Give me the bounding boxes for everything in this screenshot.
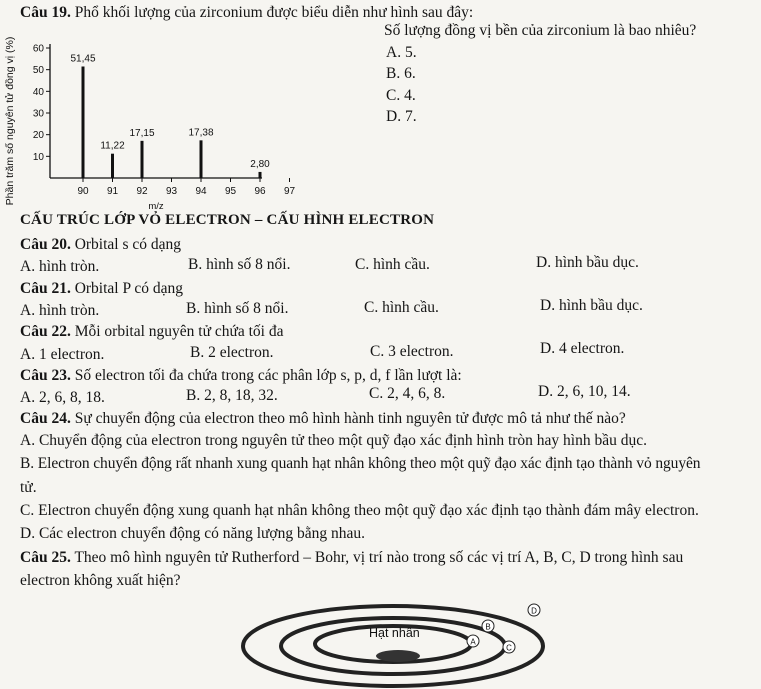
q23-option-d: D. 2, 6, 10, 14. bbox=[538, 383, 631, 400]
y-tick-label: 40 bbox=[32, 86, 44, 98]
q20-option-b: B. hình số 8 nổi. bbox=[188, 256, 291, 273]
q22-number: Câu 22. bbox=[20, 323, 71, 340]
y-tick-label: 30 bbox=[32, 108, 44, 120]
q20-number: Câu 20. bbox=[20, 236, 71, 253]
point-b-label: B bbox=[485, 622, 491, 632]
q22-option-d: D. 4 electron. bbox=[540, 340, 625, 357]
q19-number: Câu 19. bbox=[20, 4, 71, 21]
q21-text: Orbital P có dạng bbox=[74, 280, 184, 297]
q19-text: Phổ khối lượng của zirconium được biểu diễn như hình sau đây: bbox=[74, 4, 474, 21]
y-tick-label: 60 bbox=[32, 43, 44, 55]
q22-stem bbox=[20, 323, 284, 341]
q25-stem bbox=[20, 549, 683, 567]
point-a-label: A bbox=[470, 637, 476, 647]
bar-value-label: 17,15 bbox=[129, 127, 155, 139]
q25-text: Theo mô hình nguyên tử Rutherford – Bohr, vị trí nào trong số các vị trí A, B, C, D trong hình sau bbox=[74, 549, 684, 566]
x-tick-label: 93 bbox=[165, 186, 178, 197]
q21-number: Câu 21. bbox=[20, 280, 71, 297]
y-tick-label: 20 bbox=[32, 130, 44, 142]
q23-option-b: B. 2, 8, 18, 32. bbox=[186, 387, 278, 404]
y-tick-label: 50 bbox=[32, 65, 44, 77]
q24-option-b: B. Electron chuyển động rất nhanh xung quanh hạt nhân không theo một quỹ đạo xác định tạo thành vỏ nguyên bbox=[20, 455, 701, 472]
q23-option-c: C. 2, 4, 6, 8. bbox=[369, 385, 446, 402]
q23-text: Số electron tối đa chứa trong các phân lớp s, p, d, f lần lượt là: bbox=[74, 367, 462, 384]
q24-option-c: C. Electron chuyển động xung quanh hạt nhân không theo một quỹ đạo xác định tạo thành đám mây electron. bbox=[20, 502, 699, 519]
x-tick-label: 97 bbox=[283, 186, 296, 197]
q20-stem bbox=[20, 236, 181, 254]
q23-number: Câu 23. bbox=[20, 367, 71, 384]
q20-option-a: A. hình tròn. bbox=[20, 258, 100, 275]
bar-value-label: 2,80 bbox=[250, 158, 270, 170]
q22-text: Mỗi orbital nguyên tử chứa tối đa bbox=[74, 323, 284, 340]
q19-option-d: D. 7. bbox=[386, 108, 417, 125]
q20-text: Orbital s có dạng bbox=[74, 236, 182, 253]
y-tick-label: 10 bbox=[32, 151, 44, 163]
q23-stem bbox=[20, 367, 462, 385]
bar-value-label: 17,38 bbox=[188, 127, 214, 139]
y-axis-title: Phần trăm số nguyên tử đồng vị (%) bbox=[4, 36, 16, 206]
q21-option-a: A. hình tròn. bbox=[20, 302, 100, 319]
q21-option-b: B. hình số 8 nổi. bbox=[186, 300, 289, 317]
x-tick-label: 94 bbox=[195, 186, 207, 197]
q21-option-d: D. hình bầu dục. bbox=[540, 297, 643, 314]
x-tick-label: 92 bbox=[136, 186, 148, 197]
nucleus-label: Hạt nhân bbox=[369, 626, 420, 640]
x-tick-label: 91 bbox=[106, 186, 119, 197]
q24-text: Sự chuyển động của electron theo mô hình hành tinh nguyên tử được mô tả như thế nào? bbox=[74, 410, 626, 427]
section-title: CẤU TRÚC LỚP VỎ ELECTRON – CẤU HÌNH ELECTRON bbox=[20, 212, 435, 228]
nucleus bbox=[376, 650, 420, 662]
q22-option-c: C. 3 electron. bbox=[370, 343, 454, 360]
point-d-label: D bbox=[531, 606, 537, 616]
q19-stem bbox=[20, 4, 473, 22]
q19-question: Số lượng đồng vị bền của zirconium là bao nhiêu? bbox=[384, 22, 697, 39]
x-tick-label: 90 bbox=[77, 186, 89, 197]
x-tick-label: 95 bbox=[224, 186, 237, 197]
q23-option-a: A. 2, 6, 8, 18. bbox=[20, 389, 105, 406]
q25-stem-cont: electron không xuất hiện? bbox=[20, 572, 181, 589]
q19-option-c: C. 4. bbox=[386, 87, 416, 104]
q21-stem bbox=[20, 280, 183, 298]
q24-option-d: D. Các electron chuyển động có năng lượng bằng nhau. bbox=[20, 525, 366, 542]
q24-option-a: A. Chuyển động của electron trong nguyên tử theo một quỹ đạo xác định hình tròn hay hình bầu dục. bbox=[20, 432, 647, 449]
bar-value-label: 51,45 bbox=[70, 53, 96, 65]
q21-option-c: C. hình cầu. bbox=[364, 299, 439, 316]
x-tick-label: 96 bbox=[254, 186, 266, 197]
bohr-model-diagram bbox=[228, 596, 558, 689]
q25-number: Câu 25. bbox=[20, 549, 71, 566]
q24-number: Câu 24. bbox=[20, 410, 71, 427]
q20-option-d: D. hình bầu dục. bbox=[536, 254, 639, 271]
q22-option-a: A. 1 electron. bbox=[20, 346, 105, 363]
q24-option-b-cont: tử. bbox=[20, 479, 37, 496]
q24-stem bbox=[20, 410, 626, 428]
q19-option-a: A. 5. bbox=[386, 44, 417, 61]
q20-option-c: C. hình cầu. bbox=[355, 256, 430, 273]
q19-option-b: B. 6. bbox=[386, 65, 416, 82]
q22-option-b: B. 2 electron. bbox=[190, 344, 274, 361]
mass-spectrum-chart bbox=[0, 24, 296, 220]
x-axis-title: m/z bbox=[148, 201, 164, 212]
point-c-label: C bbox=[506, 643, 512, 653]
bar-value-label: 11,22 bbox=[100, 140, 125, 152]
